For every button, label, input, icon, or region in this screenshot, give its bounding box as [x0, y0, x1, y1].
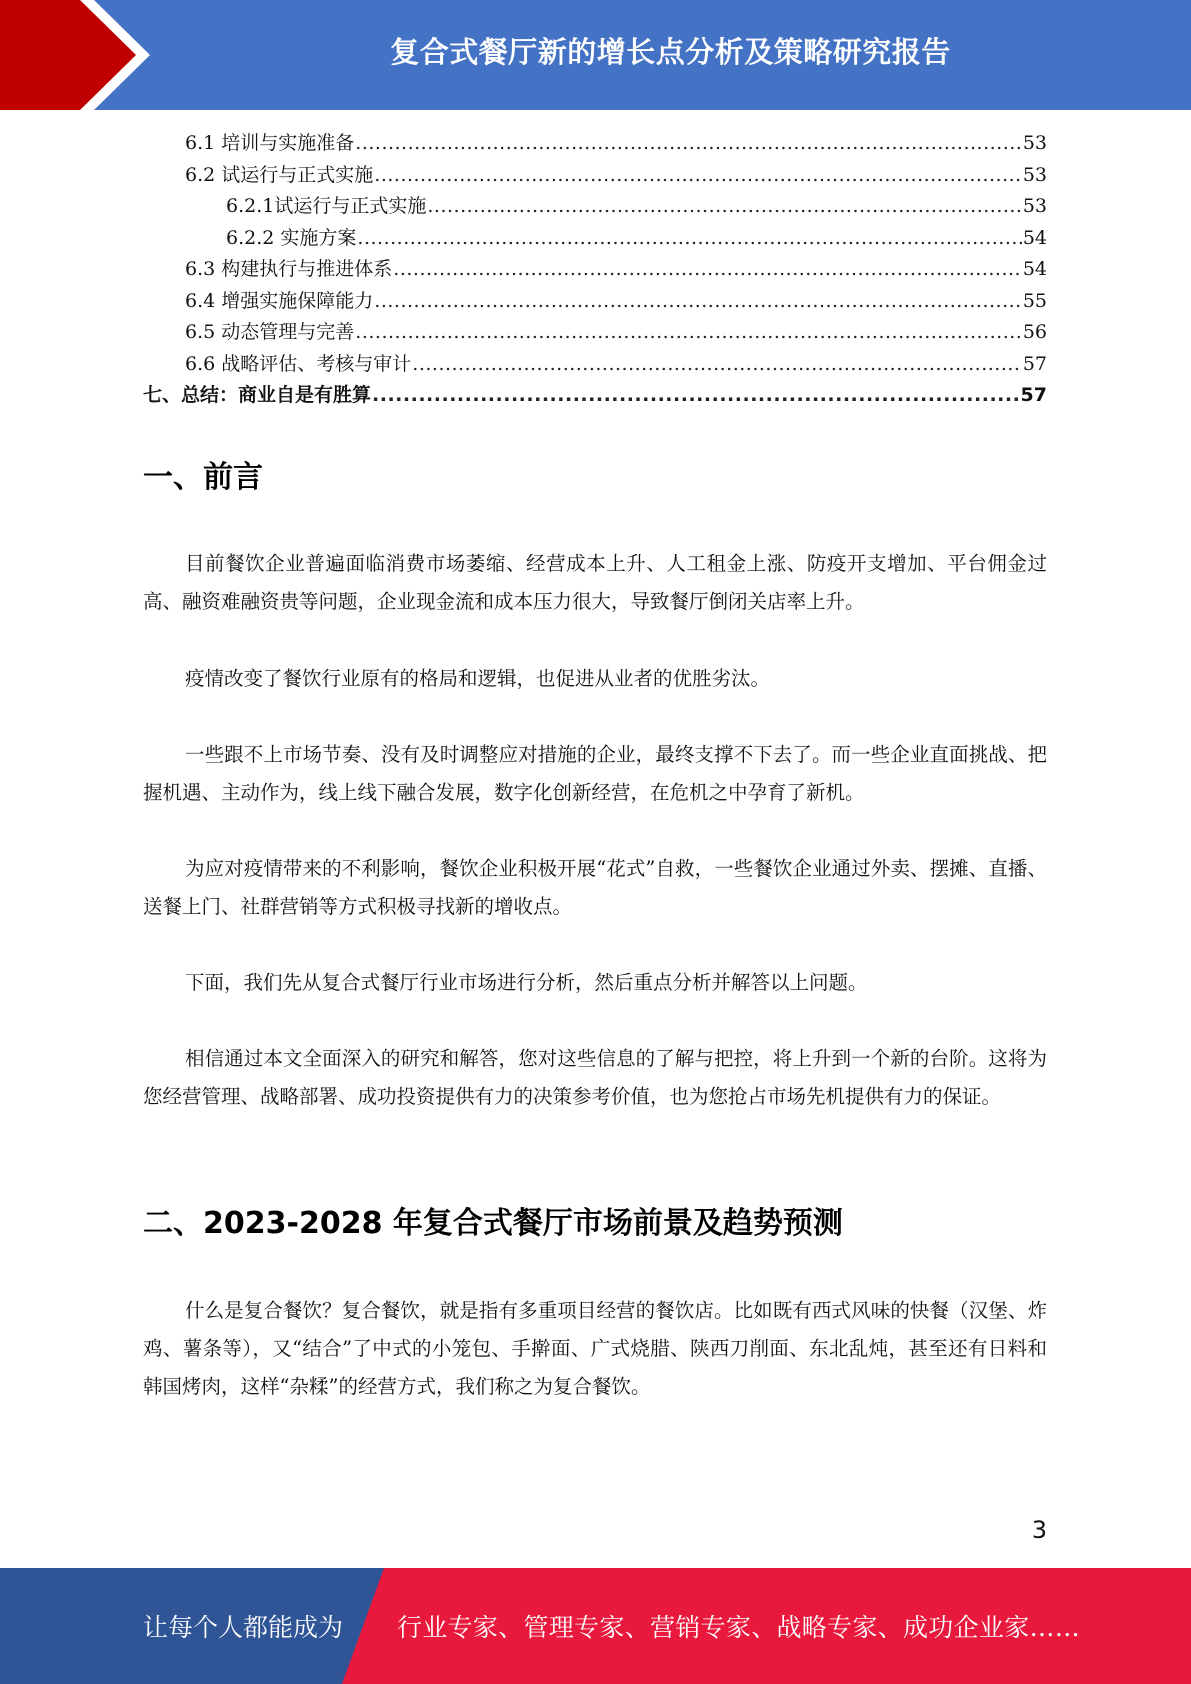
toc-entry-page: 54	[1022, 258, 1047, 280]
toc-entry-title: 总结：商业自是有胜算	[181, 384, 372, 406]
toc-leader-dots	[372, 380, 1020, 412]
page-footer	[0, 1568, 1191, 1684]
paragraph: 疫情改变了餐饮行业原有的格局和逻辑，也促进从业者的优胜劣汰。	[185, 667, 771, 690]
toc-leader-dots	[393, 254, 1022, 286]
toc-entry-6-1[interactable]	[143, 128, 1047, 160]
toc-entry-6-3[interactable]	[143, 254, 1047, 286]
toc-entry-6-5[interactable]	[143, 317, 1047, 349]
toc-entry-page: 55	[1022, 289, 1047, 312]
toc-entry-chapter-7[interactable]	[143, 380, 1047, 412]
toc-leader-dots	[374, 160, 1022, 192]
toc-entry-6-2-2[interactable]	[143, 223, 1047, 255]
toc-entry-number: 6.4	[185, 289, 216, 312]
toc-leader-dots	[374, 286, 1022, 318]
toc-leader-dots	[355, 128, 1022, 160]
paragraph: 相信通过本文全面深入的研究和解答，您对这些信息的了解与把控，将上升到一个新的台阶。这将为您经营管理、战略部署、成功投资提供有力的决策参考价值，也为您抢占市场先机提供有力的保证。	[143, 1047, 1047, 1108]
toc-entry-number: 6.3	[185, 258, 216, 280]
toc-entry-number: 6.5	[185, 321, 216, 343]
toc-entry-6-4[interactable]	[143, 286, 1047, 318]
toc-entry-title: 试运行与正式实施	[274, 195, 427, 217]
footer-slogan-lead: 让每个人都能成为	[143, 1613, 344, 1642]
paragraph: 一些跟不上市场节奏、没有及时调整应对措施的企业，最终支撑不下去了。而一些企业直面挑战、把握机遇、主动作为，线上线下融合发展，数字化创新经营，在危机之中孕育了新机。	[143, 743, 1047, 804]
toc-entry-6-2[interactable]	[143, 160, 1047, 192]
toc-leader-dots	[355, 317, 1022, 349]
toc-entry-number: 6.6	[185, 352, 216, 375]
toc-entry-number: 6.2	[185, 163, 216, 186]
toc-leader-dots	[427, 191, 1021, 223]
toc-entry-page: 53	[1022, 163, 1047, 186]
paragraph: 下面，我们先从复合式餐厅行业市场进行分析，然后重点分析并解答以上问题。	[185, 971, 868, 994]
toc-entry-title: 战略评估、考核与审计	[221, 352, 412, 375]
toc-entry-number: 6.2.1	[226, 195, 275, 217]
paragraph: 什么是复合餐饮？复合餐饮，就是指有多重项目经营的餐饮店。比如既有西式风味的快餐（汉堡、炸鸡、薯条等），又“结合”了中式的小笼包、手擀面、广式烧腊、陕西刀削面、东北乱炖，甚至还有日料和韩国烤肉，这样“杂糅”的经营方式，我们称之为复合餐饮。	[143, 1299, 1047, 1398]
toc-entry-page: 56	[1022, 321, 1047, 343]
toc-entry-number: 七、	[143, 384, 182, 406]
page-header	[0, 0, 1191, 110]
page-number: 3	[1031, 1516, 1047, 1544]
paragraph: 为应对疫情带来的不利影响，餐饮企业积极开展“花式”自救，一些餐饮企业通过外卖、摆摊、直播、送餐上门、社群营销等方式积极寻找新的增收点。	[143, 857, 1047, 918]
toc-entry-title: 构建执行与推进体系	[221, 258, 393, 280]
toc-leader-dots	[357, 223, 1021, 255]
toc-entry-page: 53	[1022, 195, 1047, 217]
toc-entry-page: 54	[1022, 226, 1047, 249]
toc-entry-number: 6.2.2	[226, 226, 275, 249]
footer-slogan-roles: 行业专家、管理专家、营销专家、战略专家、成功企业家……	[397, 1613, 1081, 1642]
toc-leader-dots	[412, 349, 1022, 381]
toc-entry-page: 57	[1020, 384, 1047, 406]
toc-entry-title: 动态管理与完善	[221, 321, 355, 343]
toc-entry-number: 6.1	[185, 132, 216, 154]
toc-entry-title: 增强实施保障能力	[221, 289, 374, 312]
report-title: 复合式餐厅新的增长点分析及策略研究报告	[390, 34, 951, 69]
toc-entry-page: 57	[1022, 352, 1047, 375]
toc-entry-6-6[interactable]	[143, 349, 1047, 381]
section-heading-market-outlook: 二、2023-2028 年复合式餐厅市场前景及趋势预测	[143, 1206, 843, 1241]
toc-entry-title: 实施方案	[280, 226, 357, 249]
toc-entry-6-2-1[interactable]	[143, 191, 1047, 223]
toc-entry-title: 培训与实施准备	[221, 132, 355, 154]
toc-entry-title: 试运行与正式实施	[221, 163, 374, 186]
paragraph: 目前餐饮企业普遍面临消费市场萎缩、经营成本上升、人工租金上涨、防疫开支增加、平台佣金过高、融资难融资贵等问题，企业现金流和成本压力很大，导致餐厅倒闭关店率上升。	[143, 552, 1047, 613]
table-of-contents	[143, 128, 1047, 412]
toc-entry-page: 53	[1022, 132, 1047, 154]
section-heading-preface: 一、前言	[143, 460, 263, 495]
